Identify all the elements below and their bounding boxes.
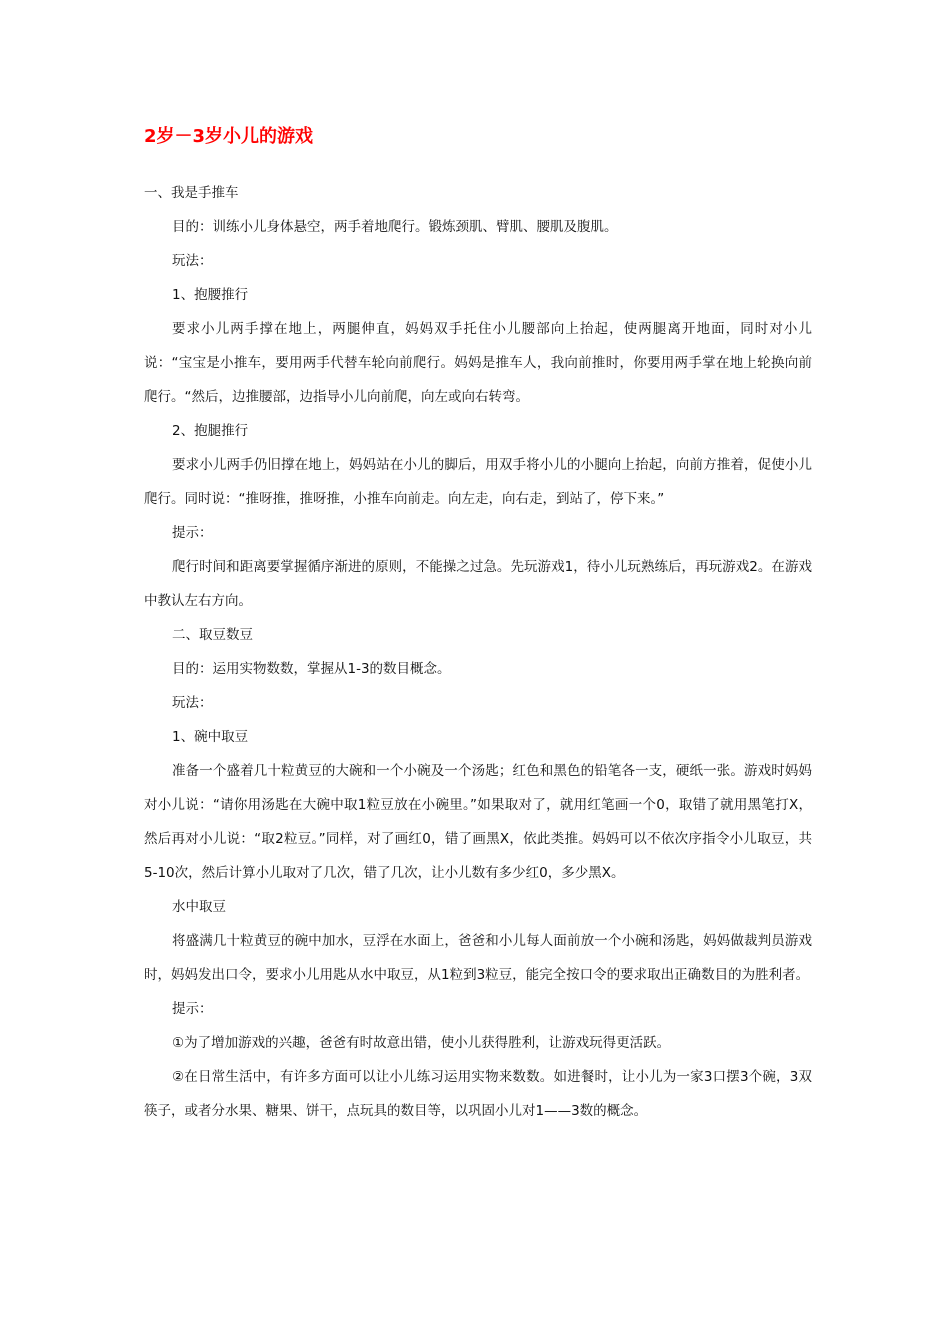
subheading-bowl-beans: 1、碗中取豆 [172, 729, 249, 745]
paragraph-tip-label-2: 提示： [172, 1001, 213, 1017]
paragraph-tip-label-1: 提示： [172, 525, 213, 541]
subheading-waist-push: 1、抱腰推行 [172, 287, 249, 303]
section-heading-2: 二、取豆数豆 [172, 627, 253, 643]
subheading-water-beans: 水中取豆 [172, 899, 226, 915]
paragraph-purpose-2: 目的：运用实物数数，掌握从1-3的数目概念。 [172, 661, 451, 677]
paragraph-tip-2a: ①为了增加游戏的兴趣，爸爸有时故意出错，使小儿获得胜利，让游戏玩得更活跃。 [172, 1035, 671, 1051]
paragraph-bowl-beans: 准备一个盛着几十粒黄豆的大碗和一个小碗及一个汤匙；红色和黑色的铅笔各一支，硬纸一张。游戏时妈妈对小儿说：“请你用汤匙在大碗中取1粒豆放在小碗里。”如果取对了，就用红笔画一个0，取错了就用黑笔打X，然后再对小儿说：“取2粒豆。”同样，对了画红0，错了画黑X，依此类推。妈妈可以不依次序指令小儿取豆，共5-10次，然后计算小儿取对了几次，错了几次，让小儿数有多少红0，多少黑X。 [144, 763, 812, 881]
paragraph-method-2: 玩法： [172, 695, 213, 711]
page-title: 2岁－3岁小儿的游戏 [144, 126, 314, 147]
document-body [144, 124, 812, 1128]
paragraph-water-beans: 将盛满几十粒黄豆的碗中加水，豆浮在水面上，爸爸和小儿每人面前放一个小碗和汤匙，妈妈做裁判员游戏时，妈妈发出口令，要求小儿用匙从水中取豆，从1粒到3粒豆，能完全按口令的要求取出正确数目的为胜利者。 [144, 933, 812, 983]
paragraph-method-1: 玩法： [172, 253, 213, 269]
paragraph-tip-2b: ②在日常生活中，有许多方面可以让小儿练习运用实物来数数。如进餐时，让小儿为一家3口摆3个碗，3双筷子，或者分水果、糖果、饼干，点玩具的数目等，以巩固小儿对1——3数的概念。 [144, 1069, 812, 1119]
paragraph-leg-push: 要求小儿两手仍旧撑在地上，妈妈站在小儿的脚后，用双手将小儿的小腿向上抬起，向前方推着，促使小儿爬行。同时说：“推呀推，推呀推，小推车向前走。向左走，向右走，到站了，停下来。” [144, 457, 812, 507]
subheading-leg-push: 2、抱腿推行 [172, 423, 249, 439]
paragraph-waist-push: 要求小儿两手撑在地上，两腿伸直，妈妈双手托住小儿腰部向上抬起，使两腿离开地面，同时对小儿说：“宝宝是小推车，要用两手代替车轮向前爬行。妈妈是推车人，我向前推时，你要用两手掌在地上轮换向前爬行。“然后，边推腰部，边指导小儿向前爬，向左或向右转弯。 [144, 321, 812, 405]
paragraph-tip-1: 爬行时间和距离要掌握循序渐进的原则，不能操之过急。先玩游戏1，待小儿玩熟练后，再玩游戏2。在游戏中教认左右方向。 [144, 559, 812, 609]
paragraph-purpose-1: 目的：训练小儿身体悬空，两手着地爬行。锻炼颈肌、臂肌、腰肌及腹肌。 [172, 219, 618, 235]
section-heading-1: 一、我是手推车 [144, 185, 239, 201]
